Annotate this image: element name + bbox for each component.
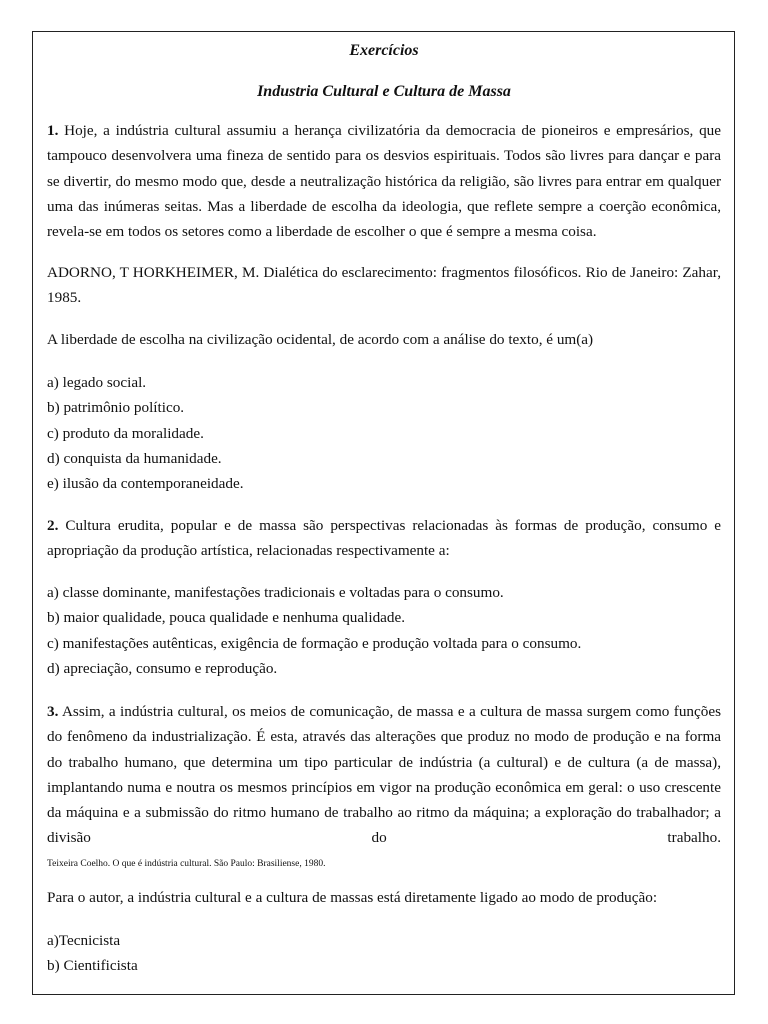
option-b: b) patrimônio político. — [47, 399, 185, 417]
page-subtitle: Industria Cultural e Cultura de Massa — [257, 83, 511, 100]
citation-text: Teixeira Coelho. O que é indústria cultural. São Paulo: Brasiliense, 1980. — [47, 859, 326, 869]
question-2-text — [47, 513, 721, 564]
question-3-citation — [47, 858, 721, 870]
question-1-prompt — [47, 327, 721, 352]
question-3-prompt — [47, 885, 721, 910]
question-text: A liberdade de escolha na civilização ocidental, de acordo com a análise do texto, é um(a) — [47, 331, 594, 348]
page-title: Exercícios — [349, 42, 419, 59]
option-d: d) conquista da humanidade. — [47, 449, 222, 467]
option-d: d) apreciação, consumo e reprodução. — [47, 659, 278, 677]
question-1-number: 1. — [47, 122, 59, 139]
question-2-number: 2. — [47, 517, 59, 534]
question-1-options — [47, 370, 721, 496]
question-3-text — [47, 699, 721, 851]
option-a: a) classe dominante, manifestações tradicionais e voltadas para o consumo. — [47, 584, 504, 601]
option-a: a) legado social. — [47, 374, 147, 391]
question-text: Para o autor, a indústria cultural e a cultura de massas está diretamente ligado ao modo de produção: — [47, 889, 658, 906]
question-1-text — [47, 118, 721, 244]
option-c: c) produto da moralidade. — [47, 424, 204, 442]
question-2-options — [47, 580, 721, 681]
citation-text: ADORNO, T HORKHEIMER, M. Dialética do esclarecimento: fragmentos filosóficos. Rio de Janeiro: Zahar, 1985. — [47, 264, 721, 307]
option-b: b) maior qualidade, pouca qualidade e nenhuma qualidade. — [47, 609, 406, 627]
question-3-number: 3. — [47, 703, 59, 720]
question-3-options — [47, 928, 721, 979]
option-a: a)Tecnicista — [47, 932, 121, 949]
question-1-citation — [47, 260, 721, 311]
option-b: b) Cientificista — [47, 957, 138, 975]
question-3-passage: Assim, a indústria cultural, os meios de comunicação, de massa e a cultura de massa surgem como funções do fenômeno da industrialização. É esta, através das alterações que produz no modo de produção e na forma do trabalho humano, que determina um tipo particular de indústria (a cultural) e de cultura (a de massa), implantando numa e noutra os mesmos princípios em vigor na produção econômica em geral: o uso crescente da máquina e a submissão do ritmo humano de trabalho ao ritmo da máquina; a exploração do trabalhador; a divisão do trabalho. — [47, 703, 721, 847]
option-e: e) ilusão da contemporaneidade. — [47, 475, 244, 493]
question-1-passage: Hoje, a indústria cultural assumiu a herança civilizatória da democracia de pioneiros e empresários, que tampouco desenvolvera uma fineza de sentido para os desvios espirituais. Todos são livres para dançar e para se divertir, do mesmo modo que, desde a neutralização histórica da religião, são livres para entrar em qualquer uma das inúmeras seitas. Mas a liberdade de escolha da ideologia, que reflete sempre a coerção econômica, revela-se em todos os setores como a liberdade de escolher o que é sempre a mesma coisa. — [47, 122, 722, 241]
option-c: c) manifestações autênticas, exigência de formação e produção voltada para o consumo. — [47, 634, 582, 652]
question-2-passage: Cultura erudita, popular e de massa são perspectivas relacionadas às formas de produção, consumo e apropriação da produção artística, relacionadas respectivamente a: — [47, 517, 721, 560]
